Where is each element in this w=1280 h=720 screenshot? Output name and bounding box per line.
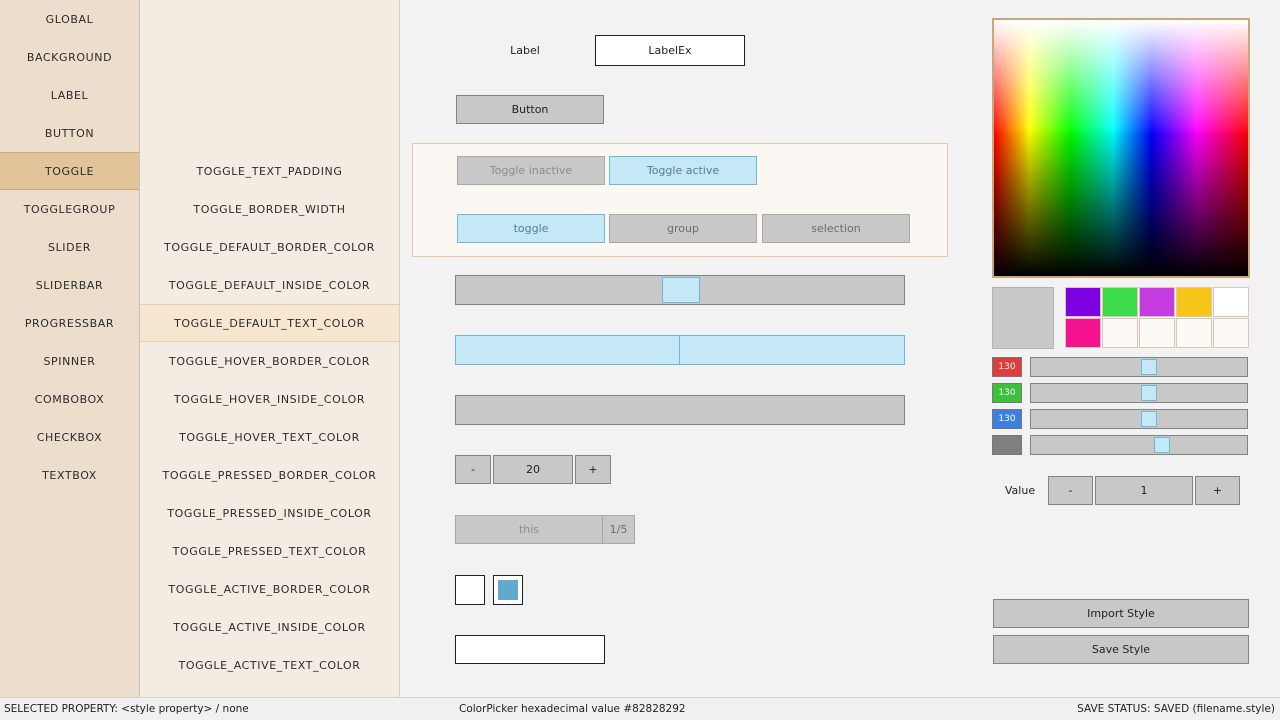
color-channel-sliders xyxy=(992,357,1250,461)
category-item-toggle[interactable] xyxy=(0,152,139,190)
togglegroup-item-selection[interactable] xyxy=(762,214,910,243)
property-item-2[interactable] xyxy=(140,228,399,266)
category-label: SLIDER xyxy=(47,240,92,254)
import-style-label: Import Style xyxy=(1087,607,1155,620)
channel-value-green: 130 xyxy=(998,388,1016,398)
channel-knob-alpha[interactable] xyxy=(1154,437,1170,453)
spinner-decrement-button[interactable] xyxy=(455,455,491,484)
color-swatch-8[interactable] xyxy=(1176,318,1212,348)
color-swatch-0[interactable] xyxy=(1065,287,1101,317)
togglegroup-item-toggle[interactable] xyxy=(457,214,605,243)
property-item-3[interactable] xyxy=(140,266,399,304)
spinner-value[interactable] xyxy=(493,455,573,484)
channel-value-blue: 130 xyxy=(998,414,1016,424)
toggle-inactive-label: Toggle inactive xyxy=(489,164,573,177)
property-item-0[interactable] xyxy=(140,152,399,190)
category-item-textbox[interactable] xyxy=(0,456,139,494)
import-style-button[interactable] xyxy=(993,599,1249,628)
property-label: TOGGLE_ACTIVE_BORDER_COLOR xyxy=(168,582,371,596)
preview-progressbar xyxy=(455,395,905,425)
channel-row-green xyxy=(992,383,1250,403)
combobox-index-text: 1/5 xyxy=(609,523,628,536)
value-field[interactable] xyxy=(1095,476,1193,505)
category-item-sliderbar[interactable] xyxy=(0,266,139,304)
category-label: GLOBAL xyxy=(45,12,94,26)
checkbox-unchecked[interactable] xyxy=(455,575,485,605)
property-label: TOGGLE_TEXT_PADDING xyxy=(196,164,343,178)
property-item-10[interactable] xyxy=(140,532,399,570)
slider-knob[interactable] xyxy=(662,277,700,303)
preview-checkboxes xyxy=(455,575,523,605)
property-item-4[interactable] xyxy=(140,304,399,342)
channel-value-red: 130 xyxy=(998,362,1016,372)
category-label: LABEL xyxy=(50,88,89,102)
spinner-minus-label: - xyxy=(471,463,475,476)
property-label: TOGGLE_DEFAULT_BORDER_COLOR xyxy=(164,240,375,254)
value-spinner xyxy=(992,476,1250,505)
category-item-togglegroup[interactable] xyxy=(0,190,139,228)
value-decrement-button[interactable] xyxy=(1048,476,1093,505)
category-item-combobox[interactable] xyxy=(0,380,139,418)
toggle-preview-panel xyxy=(412,143,948,257)
category-item-global[interactable] xyxy=(0,0,139,38)
channel-slider-blue[interactable] xyxy=(1030,409,1248,429)
toggle-active-label: Toggle active xyxy=(646,164,720,177)
property-label: TOGGLE_PRESSED_TEXT_COLOR xyxy=(172,544,367,558)
category-item-slider[interactable] xyxy=(0,228,139,266)
status-save-status: SAVE STATUS: SAVED (filename.style) xyxy=(1077,703,1275,715)
property-label: TOGGLE_PRESSED_BORDER_COLOR xyxy=(162,468,377,482)
category-list xyxy=(0,0,140,697)
channel-badge-green xyxy=(992,383,1022,403)
color-swatch-5[interactable] xyxy=(1065,318,1101,348)
channel-row-alpha xyxy=(992,435,1250,455)
category-item-button[interactable] xyxy=(0,114,139,152)
property-label: TOGGLE_HOVER_INSIDE_COLOR xyxy=(173,392,366,406)
color-swatch-7[interactable] xyxy=(1139,318,1175,348)
togglegroup-label: selection xyxy=(811,222,861,235)
value-plus-label: + xyxy=(1212,484,1223,497)
value-minus-label: - xyxy=(1068,484,1073,497)
combobox-index[interactable] xyxy=(603,515,635,544)
property-list xyxy=(140,0,400,697)
toggle-active-button[interactable] xyxy=(609,156,757,185)
property-item-12[interactable] xyxy=(140,608,399,646)
property-label: TOGGLE_HOVER_BORDER_COLOR xyxy=(169,354,370,368)
channel-badge-blue xyxy=(992,409,1022,429)
status-colorpicker-hex: ColorPicker hexadecimal value #82828292 xyxy=(459,703,686,715)
color-swatch-3[interactable] xyxy=(1176,287,1212,317)
category-label: BUTTON xyxy=(44,126,95,140)
property-item-7[interactable] xyxy=(140,418,399,456)
category-item-checkbox[interactable] xyxy=(0,418,139,456)
combobox-value[interactable] xyxy=(455,515,603,544)
save-style-button[interactable] xyxy=(993,635,1249,664)
property-label: TOGGLE_HOVER_TEXT_COLOR xyxy=(179,430,360,444)
preview-button-label: Button xyxy=(511,103,549,116)
channel-badge-alpha xyxy=(992,435,1022,455)
color-swatch-1[interactable] xyxy=(1102,287,1138,317)
color-swatch-2[interactable] xyxy=(1139,287,1175,317)
label-row xyxy=(455,34,915,66)
category-item-progressbar[interactable] xyxy=(0,304,139,342)
color-swatch-6[interactable] xyxy=(1102,318,1138,348)
value-spinner-label: Value xyxy=(1004,484,1036,497)
channel-badge-red xyxy=(992,357,1022,377)
checkbox-checked[interactable] xyxy=(493,575,523,605)
category-label: COMBOBOX xyxy=(34,392,105,406)
current-color-preview xyxy=(992,287,1054,349)
category-label: SPINNER xyxy=(43,354,96,368)
spinner-value-text: 20 xyxy=(526,463,540,476)
preview-slider[interactable] xyxy=(455,275,905,305)
sliderbar-fill xyxy=(456,336,680,364)
preview-textbox[interactable] xyxy=(595,35,745,66)
category-label: SLIDERBAR xyxy=(35,278,104,292)
category-label: CHECKBOX xyxy=(36,430,103,444)
preview-spinner xyxy=(455,455,611,484)
property-item-1[interactable] xyxy=(140,190,399,228)
save-style-label: Save Style xyxy=(1091,643,1151,656)
spinner-increment-button[interactable] xyxy=(575,455,611,484)
channel-knob-green[interactable] xyxy=(1141,385,1157,401)
preview-bottom-textbox[interactable] xyxy=(455,635,605,664)
preview-combobox[interactable] xyxy=(455,515,635,544)
channel-knob-blue[interactable] xyxy=(1141,411,1157,427)
togglegroup-label: group xyxy=(667,222,699,235)
color-swatches xyxy=(1065,287,1250,349)
value-number: 1 xyxy=(1140,484,1148,497)
property-item-5[interactable] xyxy=(140,342,399,380)
category-label: TEXTBOX xyxy=(42,468,97,482)
color-swatch-9[interactable] xyxy=(1213,318,1249,348)
property-label: TOGGLE_ACTIVE_INSIDE_COLOR xyxy=(173,620,366,634)
preview-textbox-value: LabelEx xyxy=(648,43,692,57)
togglegroup-label: toggle xyxy=(513,222,549,235)
property-label: TOGGLE_DEFAULT_TEXT_COLOR xyxy=(174,316,365,330)
property-label: TOGGLE_ACTIVE_TEXT_COLOR xyxy=(178,658,361,672)
channel-row-red xyxy=(992,357,1250,377)
colorpicker-pane xyxy=(960,0,1280,697)
category-item-label[interactable] xyxy=(0,76,139,114)
property-label: TOGGLE_BORDER_WIDTH xyxy=(193,202,346,216)
checkbox-check-fill xyxy=(498,580,518,600)
toggle-inactive-button[interactable] xyxy=(457,156,605,185)
color-spectrum-box[interactable] xyxy=(992,18,1250,278)
property-label: TOGGLE_DEFAULT_INSIDE_COLOR xyxy=(168,278,371,292)
preview-sliderbar[interactable] xyxy=(455,335,905,365)
status-selected-property: SELECTED PROPERTY: <style property> / none xyxy=(4,703,249,715)
category-label: TOGGLEGROUP xyxy=(23,202,116,216)
spinner-plus-label: + xyxy=(588,463,598,476)
property-item-6[interactable] xyxy=(140,380,399,418)
category-item-spinner[interactable] xyxy=(0,342,139,380)
property-label: TOGGLE_PRESSED_INSIDE_COLOR xyxy=(167,506,372,520)
channel-row-blue xyxy=(992,409,1250,429)
value-increment-button[interactable] xyxy=(1195,476,1240,505)
preview-pane xyxy=(400,0,960,697)
channel-slider-alpha[interactable] xyxy=(1030,435,1248,455)
property-item-11[interactable] xyxy=(140,570,399,608)
preview-label-caption: Label xyxy=(510,43,540,57)
preview-button[interactable] xyxy=(456,95,604,124)
category-item-background[interactable] xyxy=(0,38,139,76)
property-item-13[interactable] xyxy=(140,646,399,684)
category-label: PROGRESSBAR xyxy=(24,316,115,330)
property-item-9[interactable] xyxy=(140,494,399,532)
channel-knob-red[interactable] xyxy=(1141,359,1157,375)
status-bar xyxy=(0,697,1280,720)
togglegroup-item-group[interactable] xyxy=(609,214,757,243)
color-swatch-4[interactable] xyxy=(1213,287,1249,317)
property-item-8[interactable] xyxy=(140,456,399,494)
combobox-value-text: this xyxy=(518,523,540,536)
category-label: BACKGROUND xyxy=(26,50,113,64)
channel-slider-red[interactable] xyxy=(1030,357,1248,377)
channel-slider-green[interactable] xyxy=(1030,383,1248,403)
category-label: TOGGLE xyxy=(44,164,95,178)
